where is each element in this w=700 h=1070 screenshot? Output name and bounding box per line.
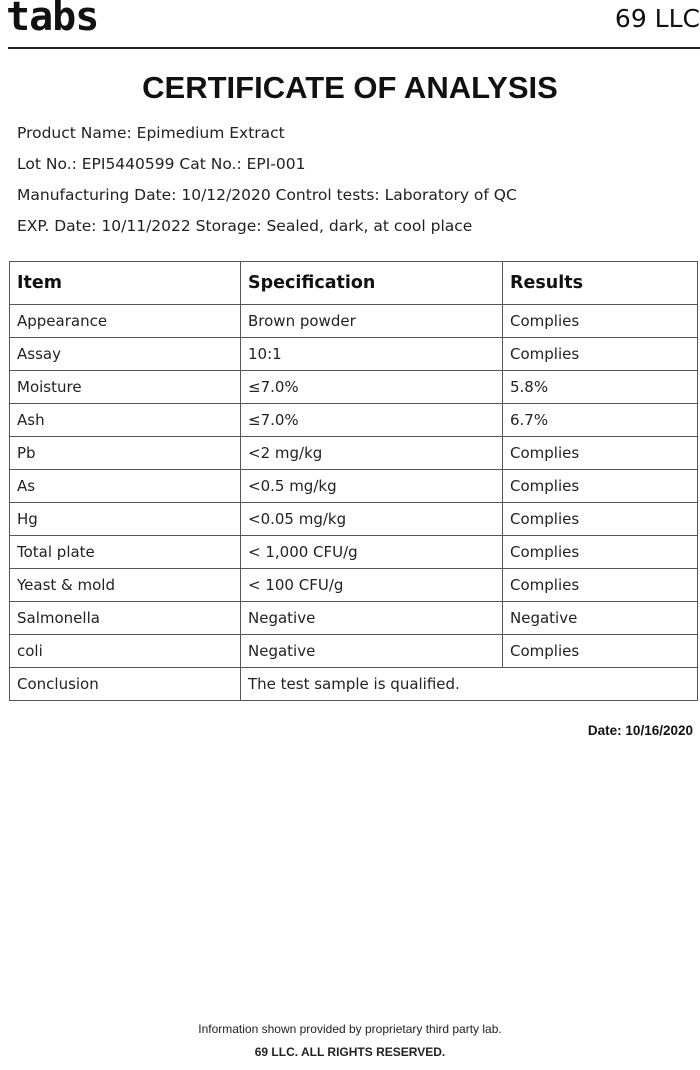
specification-cell: <0.05 mg/kg xyxy=(241,503,503,536)
specification-cell: Negative xyxy=(241,635,503,668)
item-cell: Assay xyxy=(10,338,241,371)
item-cell: Salmonella xyxy=(10,602,241,635)
result-cell: 5.8% xyxy=(503,371,698,404)
table-row xyxy=(10,503,698,536)
brand-logo: tabs xyxy=(6,0,99,40)
table-row xyxy=(10,338,698,371)
column-header-item: Item xyxy=(10,262,241,305)
result-cell: Complies xyxy=(503,635,698,668)
result-cell: Complies xyxy=(503,305,698,338)
column-header-specification: Specification xyxy=(241,262,503,305)
column-header-results: Results xyxy=(503,262,698,305)
item-cell: Moisture xyxy=(10,371,241,404)
table-header-row xyxy=(10,262,698,305)
expiry-date-line: EXP. Date: 10/11/2022 Storage: Sealed, dark, at cool place xyxy=(17,217,473,235)
conclusion-row xyxy=(10,668,698,701)
result-cell: Complies xyxy=(503,569,698,602)
specification-cell: < 1,000 CFU/g xyxy=(241,536,503,569)
product-name-line: Product Name: Epimedium Extract xyxy=(17,124,285,142)
specification-cell: <0.5 mg/kg xyxy=(241,470,503,503)
specification-cell: < 100 CFU/g xyxy=(241,569,503,602)
table-row xyxy=(10,470,698,503)
document-title: CERTIFICATE OF ANALYSIS xyxy=(142,70,558,105)
page-header xyxy=(0,0,700,50)
item-cell: Total plate xyxy=(10,536,241,569)
result-cell: Complies xyxy=(503,536,698,569)
item-cell: Ash xyxy=(10,404,241,437)
table-row xyxy=(10,371,698,404)
table-row xyxy=(10,404,698,437)
footer-rights: 69 LLC. ALL RIGHTS RESERVED. xyxy=(254,1045,446,1059)
manufacturing-date-line: Manufacturing Date: 10/12/2020 Control tests: Laboratory of QC xyxy=(17,186,517,204)
footer-info: Information shown provided by proprietary third party lab. xyxy=(198,1022,502,1036)
item-cell: coli xyxy=(10,635,241,668)
specification-cell: Negative xyxy=(241,602,503,635)
specification-cell: 10:1 xyxy=(241,338,503,371)
specification-cell: ≤7.0% xyxy=(241,371,503,404)
table-row xyxy=(10,536,698,569)
specification-cell: Brown powder xyxy=(241,305,503,338)
specification-cell: <2 mg/kg xyxy=(241,437,503,470)
report-date: Date: 10/16/2020 xyxy=(587,723,693,738)
item-cell: Hg xyxy=(10,503,241,536)
analysis-table xyxy=(9,261,698,701)
table-row xyxy=(10,602,698,635)
result-cell: Complies xyxy=(503,437,698,470)
item-cell: Pb xyxy=(10,437,241,470)
lot-number-line: Lot No.: EPI5440599 Cat No.: EPI-001 xyxy=(17,155,306,173)
specification-cell: ≤7.0% xyxy=(241,404,503,437)
company-name: 69 LLC xyxy=(614,4,700,33)
table-row xyxy=(10,437,698,470)
product-details xyxy=(17,122,517,246)
header-divider xyxy=(8,47,700,49)
item-cell: Yeast & mold xyxy=(10,569,241,602)
result-cell: Complies xyxy=(503,338,698,371)
table-row xyxy=(10,569,698,602)
conclusion-text: The test sample is qualified. xyxy=(241,668,698,701)
conclusion-label: Conclusion xyxy=(10,668,241,701)
item-cell: As xyxy=(10,470,241,503)
item-cell: Appearance xyxy=(10,305,241,338)
result-cell: Complies xyxy=(503,470,698,503)
result-cell: Negative xyxy=(503,602,698,635)
result-cell: 6.7% xyxy=(503,404,698,437)
table-row xyxy=(10,305,698,338)
table-row xyxy=(10,635,698,668)
result-cell: Complies xyxy=(503,503,698,536)
